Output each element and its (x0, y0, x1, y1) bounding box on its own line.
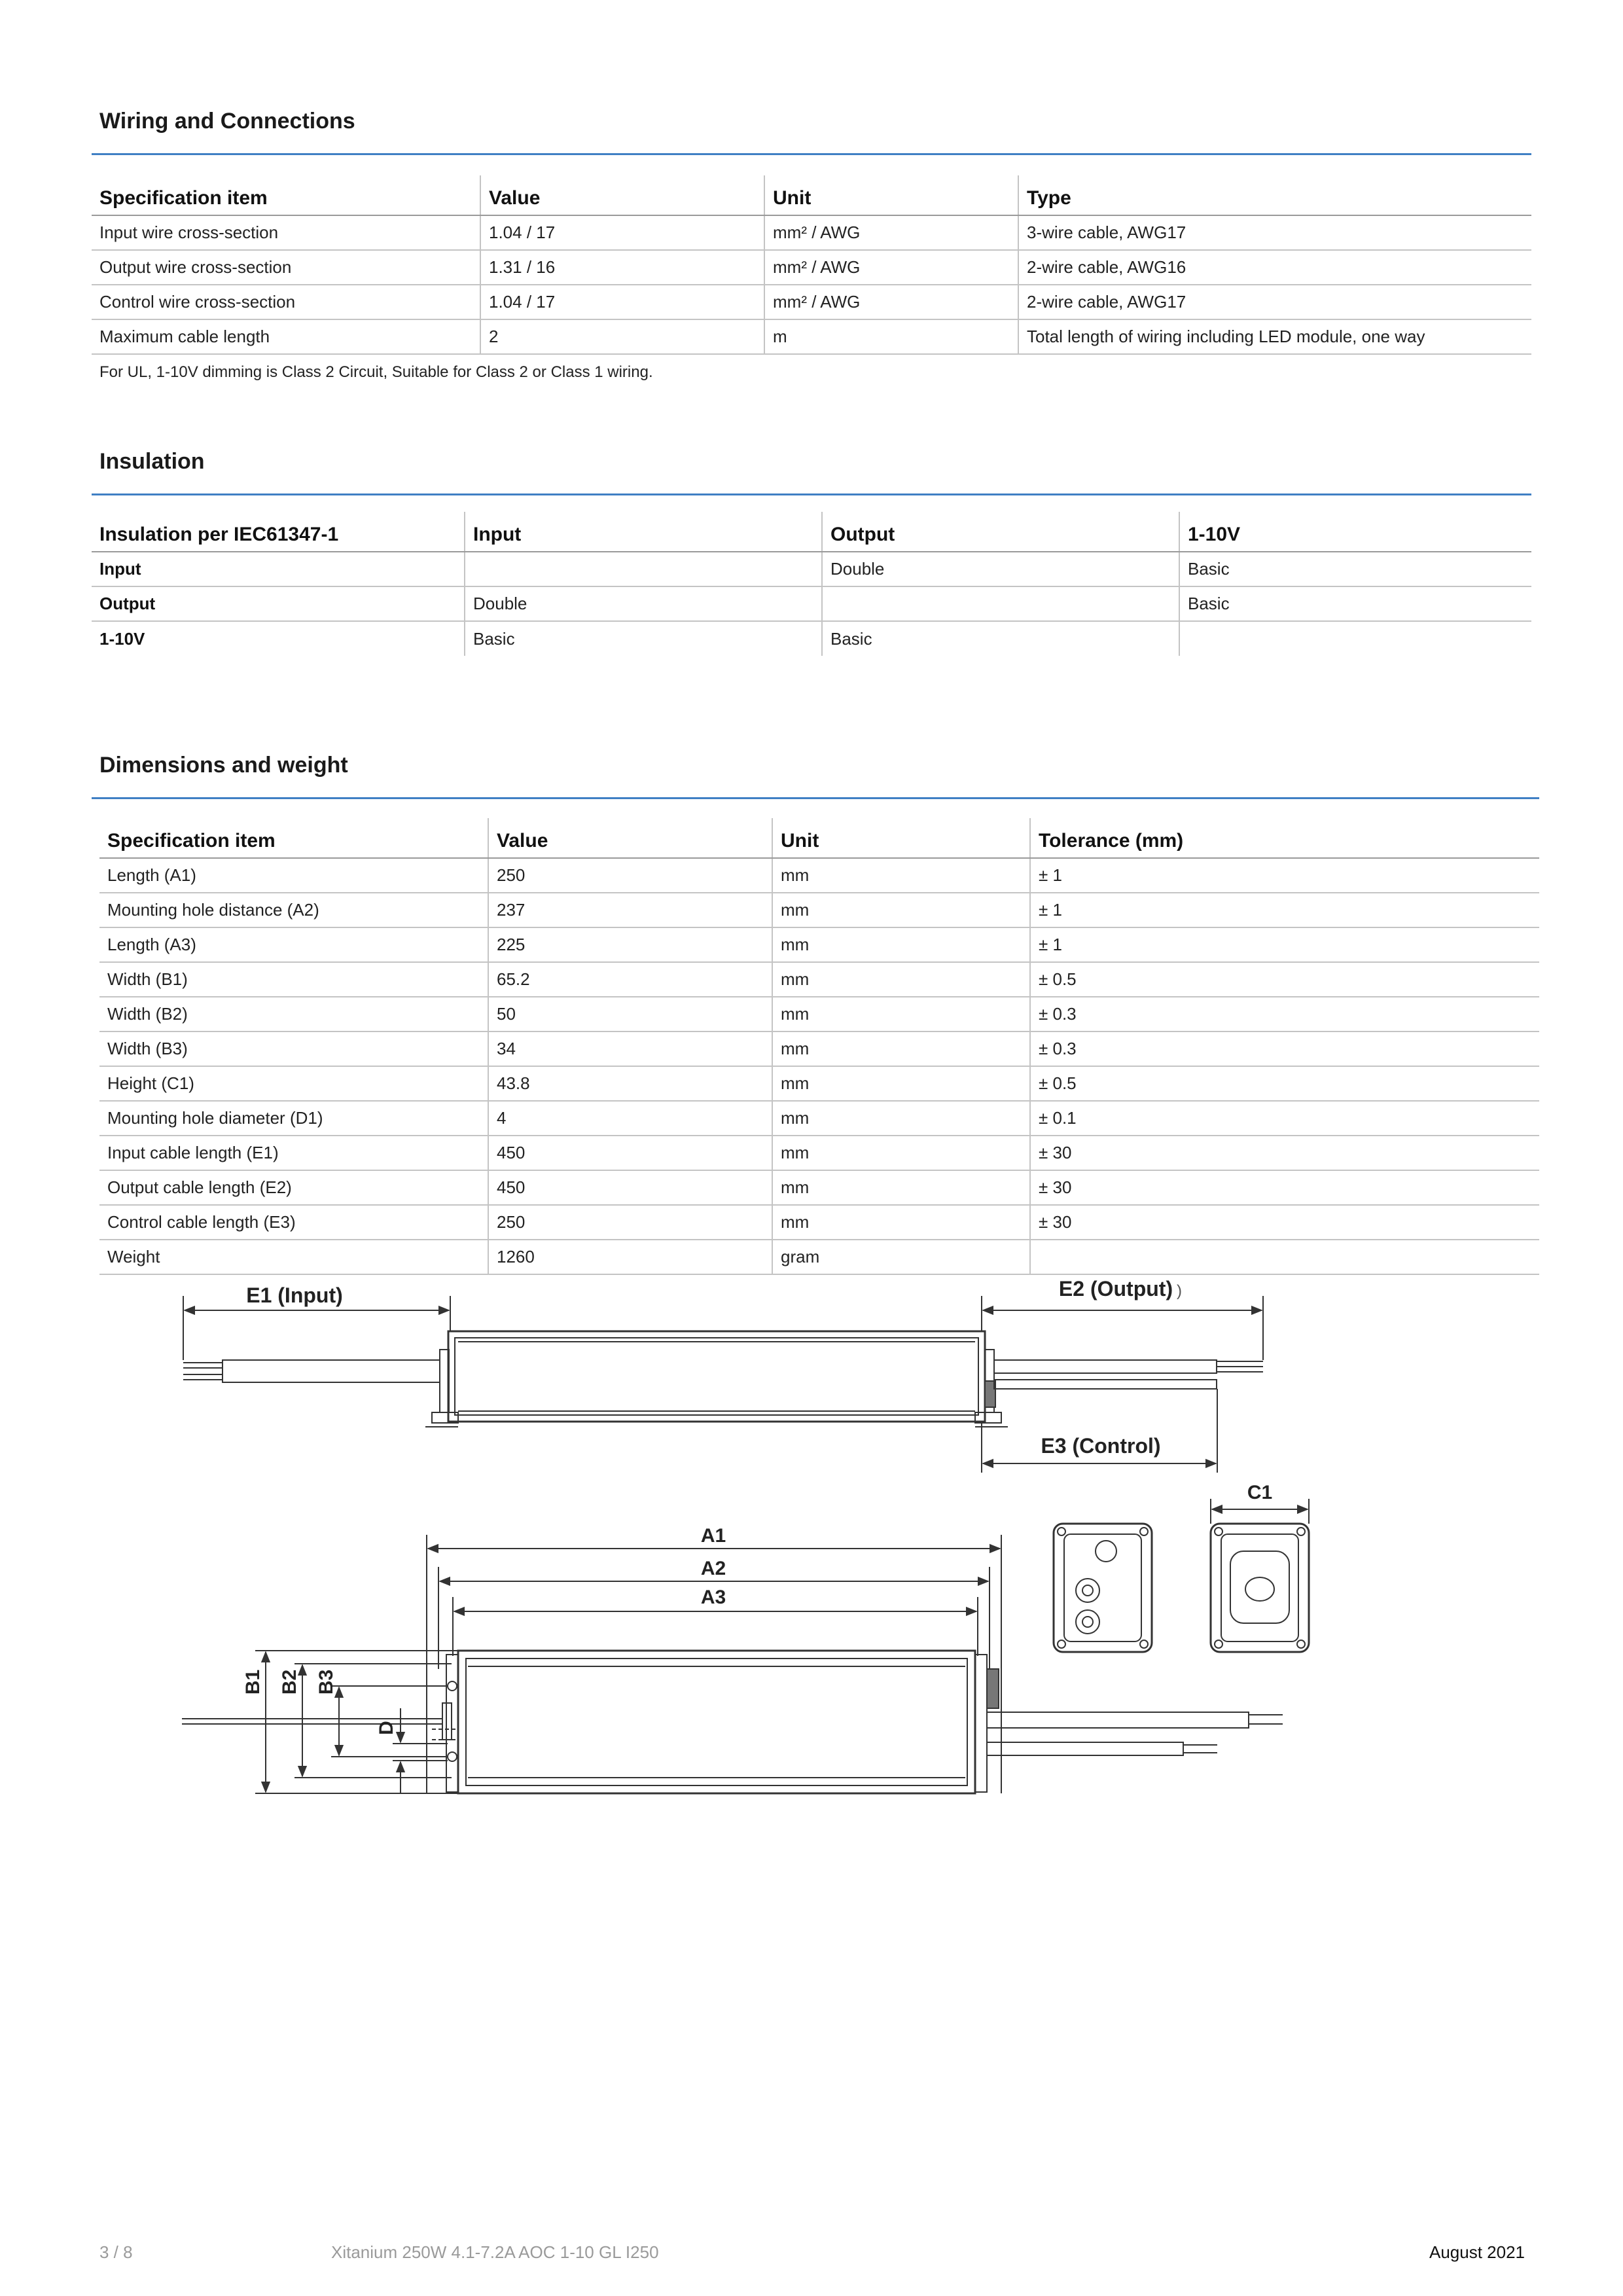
table-cell: 1.31 / 16 (480, 250, 764, 285)
table-cell: 43.8 (488, 1066, 772, 1101)
insulation-header-cell: Insulation per IEC61347-1 (92, 512, 465, 552)
table-cell: Output wire cross-section (92, 250, 480, 285)
wiring-ul-note: For UL, 1-10V dimming is Class 2 Circuit, Suitable for Class 2 or Class 1 wiring. (99, 363, 653, 381)
insulation-header-cell: Input (465, 512, 822, 552)
row-header-cell: Output (92, 586, 465, 621)
table-cell: mm (772, 1205, 1030, 1240)
table-cell (1030, 1240, 1539, 1274)
wiring-header-row (92, 175, 1531, 215)
wiring-header-cell: Type (1018, 175, 1531, 215)
table-cell: Basic (822, 621, 1179, 656)
table-cell: mm (772, 858, 1030, 893)
table-cell: Input cable length (E1) (99, 1136, 488, 1170)
a1-label: A1 (700, 1525, 726, 1547)
table-cell: 34 (488, 1031, 772, 1066)
table-cell: Input wire cross-section (92, 215, 480, 250)
a3-label: A3 (700, 1587, 726, 1608)
table-cell: Basic (465, 621, 822, 656)
e2-label: E2 (Output) (1058, 1277, 1173, 1300)
wiring-table (92, 175, 1531, 355)
table-row (99, 858, 1539, 893)
table-cell: ± 0.3 (1030, 997, 1539, 1031)
end-view-output (1054, 1524, 1152, 1652)
table-row (99, 1205, 1539, 1240)
table-cell: ± 0.5 (1030, 962, 1539, 997)
table-cell: mm² / AWG (764, 285, 1018, 319)
insulation-table (92, 512, 1531, 656)
e1-label: E1 (Input) (246, 1283, 343, 1307)
table-cell (822, 586, 1179, 621)
table-row (92, 552, 1531, 586)
table-cell: Height (C1) (99, 1066, 488, 1101)
dimensions-section-rule (92, 797, 1539, 799)
table-cell: Double (822, 552, 1179, 586)
table-cell (1179, 621, 1531, 656)
table-cell: 225 (488, 927, 772, 962)
d-label: D (376, 1721, 397, 1735)
table-cell: Output cable length (E2) (99, 1170, 488, 1205)
table-cell: Length (A1) (99, 858, 488, 893)
table-cell: mm (772, 1136, 1030, 1170)
table-cell: mm² / AWG (764, 250, 1018, 285)
table-cell: mm (772, 997, 1030, 1031)
dimensions-table (99, 818, 1539, 1275)
insulation-header-cell: 1-10V (1179, 512, 1531, 552)
table-cell: gram (772, 1240, 1030, 1274)
table-cell: mm (772, 927, 1030, 962)
table-cell: Basic (1179, 586, 1531, 621)
dimensions-header-row (99, 818, 1539, 858)
dimensions-header-cell: Specification item (99, 818, 488, 858)
table-cell: mm (772, 1031, 1030, 1066)
table-row (92, 621, 1531, 656)
table-cell: mm² / AWG (764, 215, 1018, 250)
table-cell: 3-wire cable, AWG17 (1018, 215, 1531, 250)
table-cell: ± 30 (1030, 1170, 1539, 1205)
table-cell: ± 1 (1030, 927, 1539, 962)
table-cell: 1.04 / 17 (480, 215, 764, 250)
driver-side-view (425, 1331, 1008, 1427)
table-cell: Mounting hole distance (A2) (99, 893, 488, 927)
wiring-section-title: Wiring and Connections (99, 109, 355, 134)
table-row (99, 1136, 1539, 1170)
table-cell: Width (B1) (99, 962, 488, 997)
wiring-header-cell: Value (480, 175, 764, 215)
table-cell: Control wire cross-section (92, 285, 480, 319)
table-cell: mm (772, 1170, 1030, 1205)
input-cable-plan (182, 1719, 442, 1724)
wiring-section-rule (92, 153, 1531, 155)
table-cell: ± 1 (1030, 893, 1539, 927)
table-row (99, 1240, 1539, 1274)
table-row (99, 927, 1539, 962)
table-row (99, 893, 1539, 927)
table-cell: 450 (488, 1170, 772, 1205)
dimensions-header-cell: Unit (772, 818, 1030, 858)
table-cell: Double (465, 586, 822, 621)
table-cell: Maximum cable length (92, 319, 480, 354)
dimensions-section-title: Dimensions and weight (99, 753, 348, 778)
table-cell: 2-wire cable, AWG17 (1018, 285, 1531, 319)
table-cell: Width (B3) (99, 1031, 488, 1066)
table-cell: Width (B2) (99, 997, 488, 1031)
output-cable-top (994, 1360, 1263, 1389)
table-cell: 250 (488, 858, 772, 893)
table-row (92, 285, 1531, 319)
table-row (92, 215, 1531, 250)
product-name: Xitanium 250W 4.1-7.2A AOC 1-10 GL I250 (331, 2242, 659, 2262)
insulation-header-row (92, 512, 1531, 552)
table-cell: 4 (488, 1101, 772, 1136)
table-cell: 2-wire cable, AWG16 (1018, 250, 1531, 285)
insulation-header-cell: Output (822, 512, 1179, 552)
table-cell: Length (A3) (99, 927, 488, 962)
driver-plan-view (432, 1651, 999, 1793)
table-row (99, 997, 1539, 1031)
e2-dimension (982, 1296, 1263, 1360)
table-cell: Mounting hole diameter (D1) (99, 1101, 488, 1136)
table-row (99, 962, 1539, 997)
table-cell: mm (772, 962, 1030, 997)
end-view-input (1211, 1524, 1309, 1652)
table-cell (465, 552, 822, 586)
table-cell: mm (772, 1101, 1030, 1136)
dimensions-header-cell: Tolerance (mm) (1030, 818, 1539, 858)
e3-label: E3 (Control) (1041, 1434, 1161, 1458)
table-row (92, 586, 1531, 621)
wiring-header-cell: Specification item (92, 175, 480, 215)
table-cell: ± 30 (1030, 1136, 1539, 1170)
output-cables-plan (987, 1712, 1283, 1755)
table-cell: ± 30 (1030, 1205, 1539, 1240)
table-cell: Basic (1179, 552, 1531, 586)
table-row (99, 1031, 1539, 1066)
table-cell: 450 (488, 1136, 772, 1170)
insulation-section-title: Insulation (99, 449, 205, 474)
document-date: August 2021 (1429, 2242, 1525, 2262)
e3-dimension (982, 1389, 1217, 1473)
row-header-cell: 1-10V (99, 628, 145, 649)
table-cell: mm (772, 1066, 1030, 1101)
c1-label: C1 (1247, 1482, 1273, 1503)
e2-stray-paren: ) (1177, 1282, 1182, 1300)
table-cell: ± 0.5 (1030, 1066, 1539, 1101)
table-cell: 65.2 (488, 962, 772, 997)
table-cell: 2 (480, 319, 764, 354)
b2-label: B2 (279, 1669, 300, 1695)
table-cell: 1.04 / 17 (480, 285, 764, 319)
wiring-header-cell: Unit (764, 175, 1018, 215)
table-cell: Total length of wiring including LED module, one way (1018, 319, 1531, 354)
table-cell: 1260 (488, 1240, 772, 1274)
page-number: 3 / 8 (99, 2242, 133, 2262)
table-row (92, 250, 1531, 285)
table-cell: 237 (488, 893, 772, 927)
dimension-drawing (0, 1276, 1374, 1833)
insulation-section-rule (92, 493, 1531, 495)
table-row (92, 319, 1531, 354)
table-cell: ± 1 (1030, 858, 1539, 893)
table-cell: m (764, 319, 1018, 354)
table-cell: ± 0.3 (1030, 1031, 1539, 1066)
table-row (99, 1170, 1539, 1205)
a2-label: A2 (700, 1558, 726, 1579)
b1-label: B1 (242, 1669, 264, 1695)
table-row (99, 1101, 1539, 1136)
row-header-cell: Input (92, 552, 465, 586)
table-cell: ± 0.1 (1030, 1101, 1539, 1136)
input-cable-top (183, 1360, 440, 1382)
table-cell: mm (772, 893, 1030, 927)
table-row (99, 1066, 1539, 1101)
dimensions-header-cell: Value (488, 818, 772, 858)
b3-label: B3 (315, 1669, 337, 1695)
table-cell: Weight (99, 1240, 488, 1274)
table-cell: 250 (488, 1205, 772, 1240)
table-cell: 50 (488, 997, 772, 1031)
table-cell: Control cable length (E3) (99, 1205, 488, 1240)
